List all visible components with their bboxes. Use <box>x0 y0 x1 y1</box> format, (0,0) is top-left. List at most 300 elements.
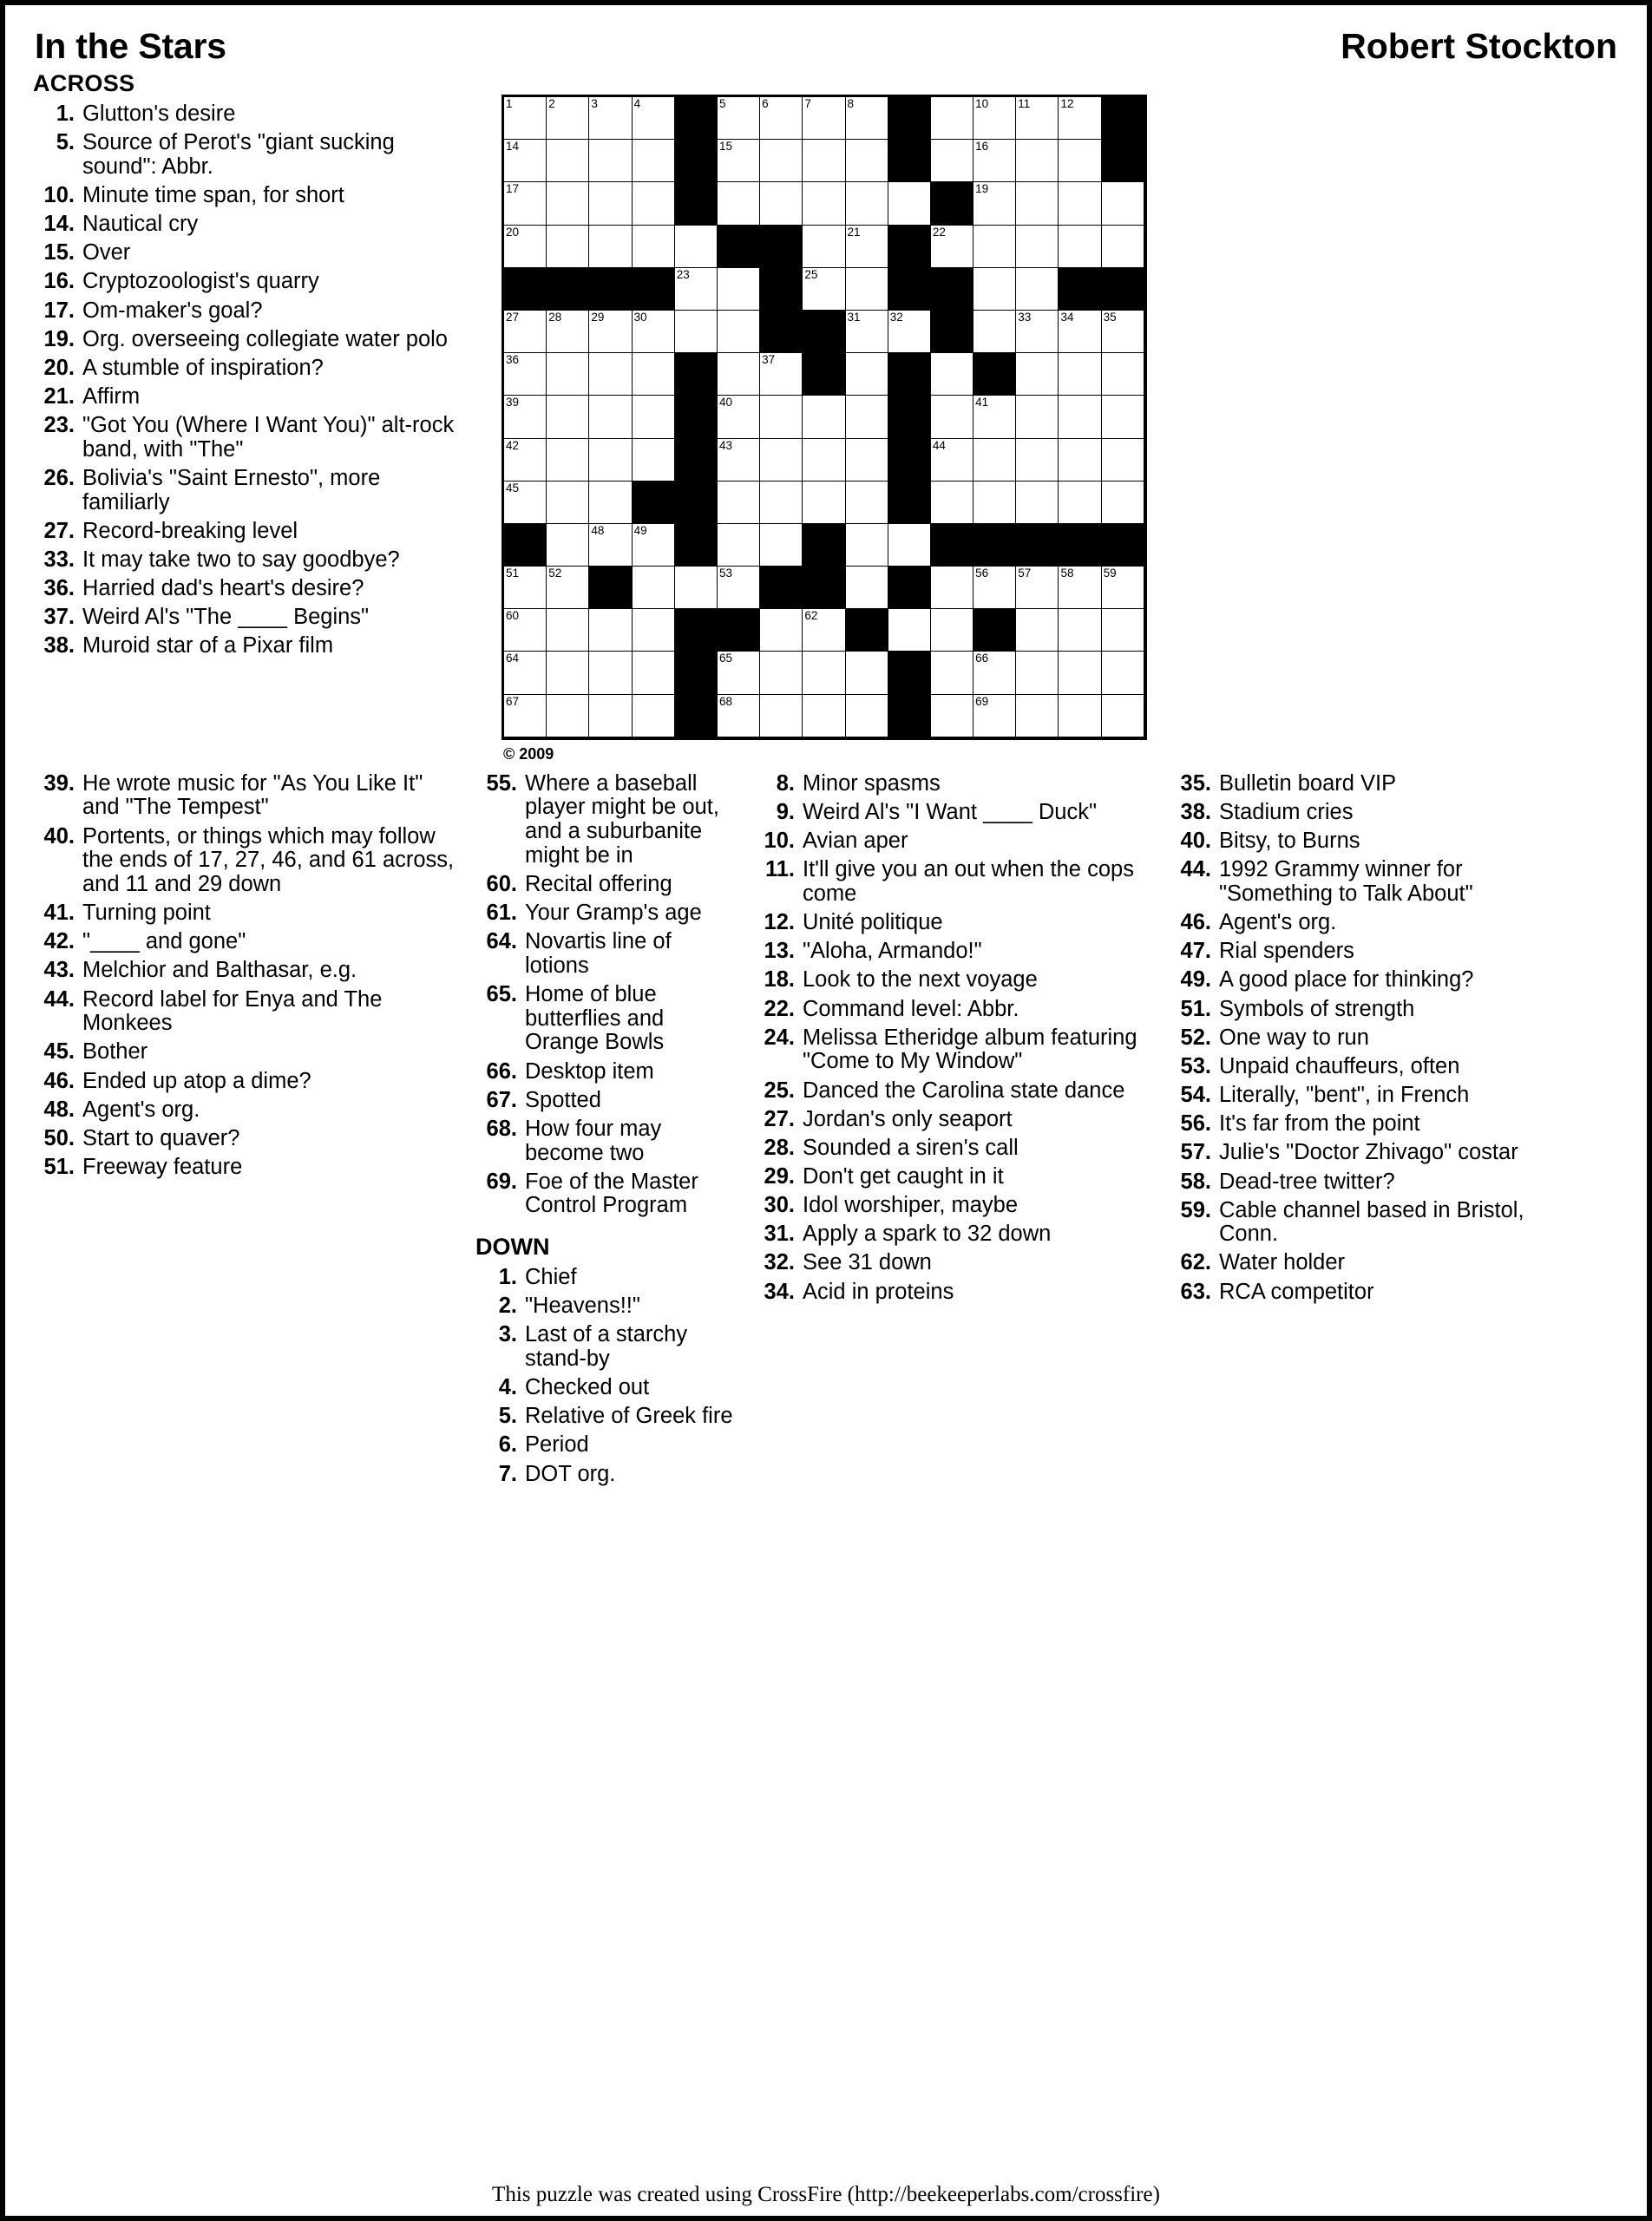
crossword-grid[interactable] <box>502 95 1147 740</box>
grid-cell[interactable] <box>974 140 1016 182</box>
grid-cell[interactable] <box>547 353 589 396</box>
grid-cell[interactable] <box>1102 311 1144 353</box>
clue-item <box>753 968 1157 993</box>
grid-cell[interactable] <box>1102 439 1144 482</box>
grid-block-cell <box>803 567 845 609</box>
grid-cell[interactable] <box>846 439 888 482</box>
clue-number: 24. <box>764 1025 795 1050</box>
clue-text: Spotted <box>525 1087 601 1112</box>
grid-cell[interactable] <box>718 396 760 438</box>
grid-block-cell <box>547 268 589 311</box>
clue-text: Om-maker's goal? <box>82 298 263 323</box>
grid-cell[interactable] <box>974 311 1016 353</box>
grid-cell[interactable] <box>803 140 845 182</box>
grid-cell[interactable] <box>974 482 1016 524</box>
clue-number: 40. <box>43 823 75 848</box>
grid-cell[interactable] <box>846 140 888 182</box>
grid-cell[interactable] <box>803 226 845 268</box>
grid-cell[interactable] <box>974 268 1016 311</box>
clue-item <box>33 577 470 601</box>
grid-cell[interactable] <box>547 567 589 609</box>
grid-cell[interactable] <box>803 396 845 438</box>
clue-number: 30. <box>764 1193 795 1218</box>
grid-cell[interactable] <box>888 609 931 652</box>
clue-text: See 31 down <box>803 1250 932 1275</box>
grid-cell[interactable] <box>974 97 1016 140</box>
clue-text: Chief <box>525 1264 577 1289</box>
grid-cell[interactable] <box>846 226 888 268</box>
grid-cell[interactable] <box>718 268 760 311</box>
grid-cell[interactable] <box>1102 567 1144 609</box>
grid-cell[interactable] <box>931 439 974 482</box>
grid-cell[interactable] <box>760 140 803 182</box>
grid-cell[interactable] <box>633 97 675 140</box>
grid-cell[interactable] <box>1059 226 1101 268</box>
grid-block-cell <box>760 268 803 311</box>
grid-cell-number: 66 <box>975 652 989 665</box>
clue-number: 39. <box>43 770 75 796</box>
clue-number: 27. <box>43 518 75 543</box>
across-clues-column-1 <box>28 70 470 664</box>
grid-cell[interactable] <box>803 268 845 311</box>
grid-cell[interactable] <box>1016 226 1059 268</box>
grid-cell[interactable] <box>1016 97 1059 140</box>
grid-cell[interactable] <box>846 652 888 694</box>
clue-item <box>33 772 463 820</box>
grid-cell[interactable] <box>803 97 845 140</box>
clue-number: 51. <box>43 1155 75 1179</box>
clue-text: Bulletin board VIP <box>1219 770 1397 796</box>
clue-item <box>753 1026 1157 1074</box>
grid-cell[interactable] <box>931 652 974 694</box>
grid-block-cell <box>888 97 931 140</box>
grid-cell[interactable] <box>888 182 931 225</box>
clue-text: "____ and gone" <box>82 929 246 954</box>
grid-cell[interactable] <box>1016 482 1059 524</box>
clue-item <box>753 1281 1157 1305</box>
grid-cell[interactable] <box>846 396 888 438</box>
clue-number: 1. <box>56 102 75 126</box>
grid-cell[interactable] <box>888 311 931 353</box>
clue-item <box>475 1060 741 1084</box>
clue-number: 44. <box>43 986 75 1012</box>
clue-text: Agent's org. <box>82 1097 200 1122</box>
grid-cell[interactable] <box>931 567 974 609</box>
grid-cell[interactable] <box>1102 226 1144 268</box>
clue-item <box>33 1127 463 1151</box>
across-clue-list-2 <box>475 772 741 1218</box>
clue-text: Recital offering <box>525 871 672 896</box>
grid-cell[interactable] <box>803 482 845 524</box>
grid-cell[interactable] <box>504 482 547 524</box>
grid-cell-number: 64 <box>506 652 520 665</box>
grid-cell-number: 56 <box>975 567 989 580</box>
grid-cell-number: 35 <box>1103 310 1117 324</box>
clue-number: 35. <box>1180 770 1211 796</box>
clue-text: Julie's "Doctor Zhivago" costar <box>1219 1140 1518 1165</box>
grid-cell[interactable] <box>803 182 845 225</box>
clue-text: Where a baseball player might be out, and a suburbanite might be in <box>525 770 719 868</box>
grid-cell[interactable] <box>633 140 675 182</box>
clue-text: Sounded a siren's call <box>803 1135 1019 1160</box>
grid-cell[interactable] <box>718 311 760 353</box>
grid-cell[interactable] <box>1016 652 1059 694</box>
grid-cell[interactable] <box>803 695 845 737</box>
grid-cell[interactable] <box>760 524 803 567</box>
grid-cell[interactable] <box>974 652 1016 694</box>
clue-text: RCA competitor <box>1219 1279 1374 1304</box>
grid-cell[interactable] <box>547 609 589 652</box>
grid-cell[interactable] <box>1016 695 1059 737</box>
grid-cell[interactable] <box>760 396 803 438</box>
clue-text: Ended up atop a dime? <box>82 1068 311 1093</box>
grid-cell[interactable] <box>1059 140 1101 182</box>
grid-cell[interactable] <box>846 353 888 396</box>
grid-cell[interactable] <box>504 311 547 353</box>
clue-item <box>33 385 470 409</box>
grid-cell[interactable] <box>633 182 675 225</box>
grid-cell[interactable] <box>547 524 589 567</box>
grid-cell[interactable] <box>547 482 589 524</box>
grid-cell-number: 49 <box>633 523 647 537</box>
grid-block-cell <box>1102 97 1144 140</box>
clue-number: 33. <box>43 547 75 572</box>
grid-cell[interactable] <box>633 524 675 567</box>
clue-text: Unité politique <box>803 910 943 935</box>
grid-cell[interactable] <box>504 609 547 652</box>
grid-cell-number: 4 <box>633 97 641 110</box>
clue-number: 28. <box>764 1135 795 1160</box>
across-clues-column-2 <box>475 772 753 1491</box>
clue-text: Apply a spark to 32 down <box>803 1222 1052 1247</box>
grid-cell[interactable] <box>1016 609 1059 652</box>
clue-item <box>33 988 463 1036</box>
grid-cell[interactable] <box>1059 396 1101 438</box>
grid-cell-number: 16 <box>975 140 989 154</box>
grid-cell[interactable] <box>760 97 803 140</box>
grid-cell[interactable] <box>760 439 803 482</box>
grid-cell[interactable] <box>1016 396 1059 438</box>
clue-number: 66. <box>486 1058 517 1084</box>
grid-cell[interactable] <box>675 311 718 353</box>
grid-cell[interactable] <box>974 439 1016 482</box>
clue-item <box>475 873 741 897</box>
grid-cell[interactable] <box>931 609 974 652</box>
clue-number: 7. <box>498 1461 517 1486</box>
grid-cell[interactable] <box>760 695 803 737</box>
clue-text: Harried dad's heart's desire? <box>82 576 364 601</box>
grid-cell[interactable] <box>931 482 974 524</box>
clue-item <box>475 1433 741 1458</box>
grid-cell[interactable] <box>1016 567 1059 609</box>
grid-block-cell <box>1016 524 1059 567</box>
clue-item <box>475 1323 741 1371</box>
grid-cell[interactable] <box>589 524 632 567</box>
grid-cell[interactable] <box>718 182 760 225</box>
copyright-notice: © 2009 <box>503 744 554 763</box>
clue-text: Bolivia's "Saint Ernesto", more familiarly <box>82 466 381 514</box>
grid-cell-number: 42 <box>506 438 520 452</box>
clue-item <box>475 983 741 1055</box>
grid-cell[interactable] <box>504 396 547 438</box>
grid-cell[interactable] <box>846 182 888 225</box>
clue-number: 52. <box>1180 1025 1211 1050</box>
clue-number: 5. <box>498 1404 517 1429</box>
grid-cell[interactable] <box>633 609 675 652</box>
grid-cell[interactable] <box>589 182 632 225</box>
grid-cell[interactable] <box>633 396 675 438</box>
grid-cell[interactable] <box>1059 567 1101 609</box>
grid-cell[interactable] <box>633 353 675 396</box>
grid-cell[interactable] <box>760 353 803 396</box>
clue-item <box>753 998 1157 1022</box>
grid-cell[interactable] <box>547 97 589 140</box>
grid-cell[interactable] <box>1102 353 1144 396</box>
grid-cell-number: 6 <box>762 97 769 110</box>
grid-cell[interactable] <box>1059 97 1101 140</box>
grid-cell[interactable] <box>1059 353 1101 396</box>
footer-credit: This puzzle was created using CrossFire (http://beekeeperlabs.com/crossfire) <box>492 2183 1160 2206</box>
clue-text: Danced the Carolina state dance <box>803 1078 1125 1103</box>
grid-cell[interactable] <box>675 268 718 311</box>
grid-cell[interactable] <box>589 353 632 396</box>
grid-cell[interactable] <box>803 609 845 652</box>
grid-cell[interactable] <box>504 353 547 396</box>
grid-cell[interactable] <box>504 97 547 140</box>
grid-cell[interactable] <box>547 439 589 482</box>
clue-item <box>475 1463 741 1487</box>
across-clues-column-1-continued <box>33 772 475 1491</box>
grid-cell[interactable] <box>974 182 1016 225</box>
grid-block-cell <box>633 268 675 311</box>
grid-cell[interactable] <box>1059 652 1101 694</box>
clue-item <box>753 1079 1157 1104</box>
clue-text: Nautical cry <box>82 212 199 237</box>
grid-cell[interactable] <box>760 482 803 524</box>
grid-cell[interactable] <box>1059 439 1101 482</box>
grid-cell[interactable] <box>1102 652 1144 694</box>
grid-cell[interactable] <box>931 97 974 140</box>
grid-cell[interactable] <box>846 695 888 737</box>
grid-cell[interactable] <box>547 396 589 438</box>
clue-number: 25. <box>764 1078 795 1103</box>
grid-cell[interactable] <box>547 695 589 737</box>
grid-cell[interactable] <box>633 311 675 353</box>
grid-cell[interactable] <box>547 182 589 225</box>
grid-cell[interactable] <box>803 439 845 482</box>
grid-cell-number: 60 <box>506 609 520 623</box>
grid-cell[interactable] <box>589 97 632 140</box>
grid-cell[interactable] <box>633 652 675 694</box>
grid-cell[interactable] <box>1102 396 1144 438</box>
grid-cell-number: 27 <box>506 310 520 324</box>
grid-cell[interactable] <box>504 652 547 694</box>
grid-cell[interactable] <box>633 226 675 268</box>
grid-cell[interactable] <box>1102 695 1144 737</box>
clue-text: Melchior and Balthasar, e.g. <box>82 958 357 983</box>
grid-cell-number: 40 <box>718 396 732 409</box>
grid-cell[interactable] <box>633 567 675 609</box>
clue-item <box>1170 801 1577 825</box>
clue-number: 9. <box>776 799 795 824</box>
grid-cell[interactable] <box>1016 311 1059 353</box>
clue-text: Agent's org. <box>1219 910 1337 935</box>
clue-text: Minute time span, for short <box>82 182 344 207</box>
clue-number: 43. <box>43 958 75 983</box>
grid-cell[interactable] <box>760 182 803 225</box>
clue-item <box>33 548 470 573</box>
clue-text: Portents, or things which may follow the ends of 17, 27, 46, and 61 across, and 11 and 29 down <box>82 823 455 896</box>
grid-cell[interactable] <box>803 652 845 694</box>
grid-cell-number: 8 <box>847 97 855 110</box>
clue-item <box>753 1251 1157 1275</box>
grid-cell[interactable] <box>1016 353 1059 396</box>
grid-cell[interactable] <box>1059 311 1101 353</box>
clue-item <box>33 1040 463 1065</box>
clue-text: Stadium cries <box>1219 799 1354 824</box>
grid-cell-number: 59 <box>1103 567 1117 580</box>
clue-item <box>753 1165 1157 1189</box>
grid-cell[interactable] <box>718 482 760 524</box>
clue-text: Symbols of strength <box>1219 996 1415 1021</box>
grid-cell[interactable] <box>1102 482 1144 524</box>
grid-block-cell <box>803 524 845 567</box>
grid-cell[interactable] <box>931 353 974 396</box>
clue-number: 4. <box>498 1375 517 1400</box>
grid-cell[interactable] <box>846 482 888 524</box>
grid-cell[interactable] <box>931 226 974 268</box>
clue-text: Rial spenders <box>1219 939 1354 964</box>
grid-block-cell <box>718 226 760 268</box>
grid-cell[interactable] <box>718 353 760 396</box>
grid-cell[interactable] <box>504 182 547 225</box>
grid-cell[interactable] <box>1016 268 1059 311</box>
grid-cell[interactable] <box>504 226 547 268</box>
clue-item <box>1170 911 1577 935</box>
grid-cell[interactable] <box>1016 140 1059 182</box>
grid-cell[interactable] <box>931 396 974 438</box>
grid-cell[interactable] <box>589 482 632 524</box>
grid-cell[interactable] <box>846 97 888 140</box>
clue-number: 41. <box>43 901 75 926</box>
grid-cell[interactable] <box>504 140 547 182</box>
grid-cell[interactable] <box>547 226 589 268</box>
grid-cell[interactable] <box>760 609 803 652</box>
clue-number: 56. <box>1180 1111 1211 1137</box>
clue-item <box>753 1194 1157 1218</box>
grid-cell[interactable] <box>1102 609 1144 652</box>
grid-cell[interactable] <box>675 567 718 609</box>
across-clue-list-1 <box>33 102 470 658</box>
clue-number: 44. <box>1180 857 1211 882</box>
grid-cell[interactable] <box>718 524 760 567</box>
grid-cell[interactable] <box>846 524 888 567</box>
grid-cell[interactable] <box>589 439 632 482</box>
clue-text: Dead-tree twitter? <box>1219 1169 1395 1194</box>
grid-cell[interactable] <box>589 609 632 652</box>
grid-cell[interactable] <box>1016 182 1059 225</box>
grid-cell[interactable] <box>1059 695 1101 737</box>
clue-item <box>33 634 470 658</box>
grid-block-cell <box>1102 524 1144 567</box>
grid-cell[interactable] <box>633 439 675 482</box>
grid-cell-number: 44 <box>932 438 946 452</box>
clue-text: Desktop item <box>525 1058 654 1084</box>
grid-cell[interactable] <box>974 226 1016 268</box>
grid-cell-number: 10 <box>975 97 989 110</box>
grid-cell[interactable] <box>846 567 888 609</box>
clue-text: DOT org. <box>525 1461 616 1486</box>
grid-cell[interactable] <box>888 524 931 567</box>
grid-cell[interactable] <box>846 268 888 311</box>
grid-cell[interactable] <box>974 567 1016 609</box>
grid-cell[interactable] <box>547 311 589 353</box>
grid-cell[interactable] <box>931 140 974 182</box>
clue-text: Look to the next voyage <box>803 967 1038 993</box>
clue-item <box>33 901 463 926</box>
grid-cell[interactable] <box>974 396 1016 438</box>
grid-cell[interactable] <box>1102 182 1144 225</box>
grid-cell[interactable] <box>675 226 718 268</box>
grid-cell[interactable] <box>718 695 760 737</box>
grid-block-cell <box>1059 524 1101 567</box>
clue-text: Last of a starchy stand-by <box>525 1322 688 1371</box>
grid-cell[interactable] <box>1059 182 1101 225</box>
grid-cell[interactable] <box>931 695 974 737</box>
grid-cell[interactable] <box>846 311 888 353</box>
grid-block-cell <box>675 97 718 140</box>
clue-number: 15. <box>43 240 75 265</box>
grid-cell[interactable] <box>589 652 632 694</box>
grid-cell[interactable] <box>1059 482 1101 524</box>
grid-cell[interactable] <box>718 97 760 140</box>
grid-cell[interactable] <box>760 652 803 694</box>
grid-cell[interactable] <box>504 567 547 609</box>
grid-cell[interactable] <box>718 140 760 182</box>
clue-number: 61. <box>486 901 517 926</box>
grid-cell[interactable] <box>547 652 589 694</box>
grid-cell-number: 23 <box>676 267 690 281</box>
grid-cell[interactable] <box>589 226 632 268</box>
grid-block-cell <box>675 652 718 694</box>
clue-number: 21. <box>43 384 75 409</box>
grid-cell[interactable] <box>589 396 632 438</box>
clue-item <box>33 1098 463 1123</box>
grid-cell[interactable] <box>589 311 632 353</box>
grid-cell[interactable] <box>589 695 632 737</box>
grid-cell[interactable] <box>547 140 589 182</box>
grid-block-cell <box>1059 268 1101 311</box>
clue-number: 19. <box>43 326 75 351</box>
clue-item <box>1170 1199 1577 1247</box>
grid-cell[interactable] <box>504 439 547 482</box>
grid-cell[interactable] <box>1059 609 1101 652</box>
grid-cell[interactable] <box>718 567 760 609</box>
clue-item <box>1170 829 1577 854</box>
grid-cell-number: 48 <box>591 523 605 537</box>
clue-number: 47. <box>1180 939 1211 964</box>
grid-cell[interactable] <box>974 695 1016 737</box>
grid-cell[interactable] <box>633 695 675 737</box>
grid-cell[interactable] <box>718 439 760 482</box>
grid-cell[interactable] <box>718 652 760 694</box>
grid-cell[interactable] <box>1016 439 1059 482</box>
grid-cell[interactable] <box>504 695 547 737</box>
clue-item <box>1170 968 1577 993</box>
clue-text: Unpaid chauffeurs, often <box>1219 1053 1460 1078</box>
grid-cell[interactable] <box>589 140 632 182</box>
grid-block-cell <box>974 524 1016 567</box>
